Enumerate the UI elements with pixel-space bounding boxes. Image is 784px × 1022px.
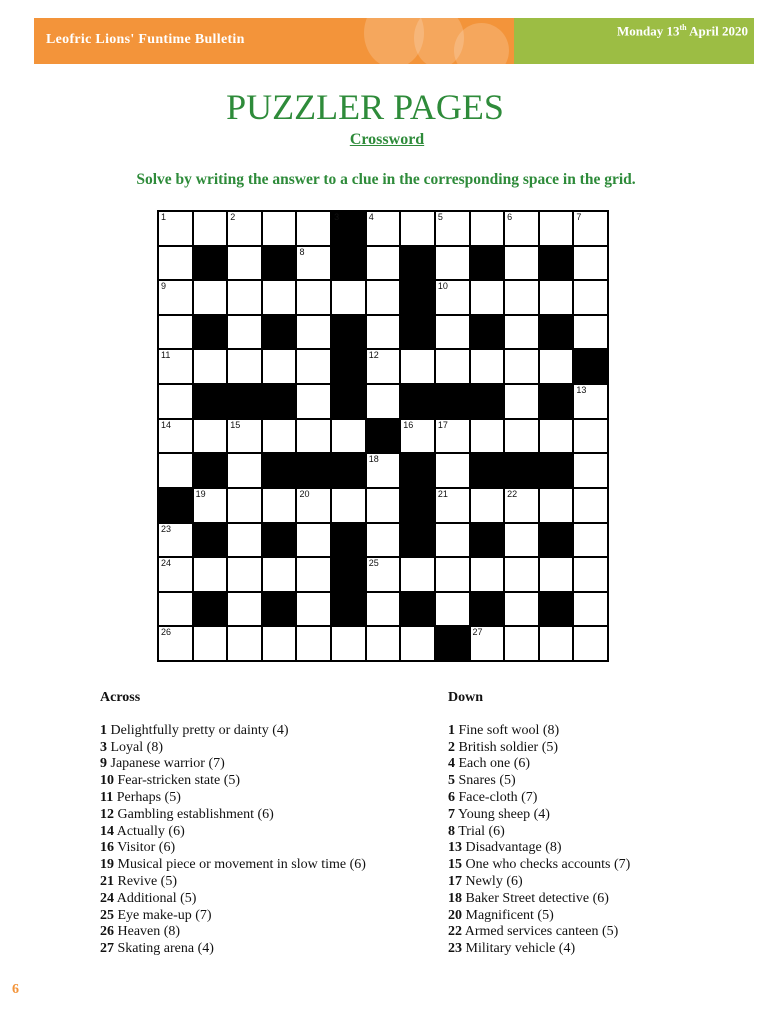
clue-number: 14 (161, 419, 172, 430)
grid-cell-blocked (331, 557, 366, 592)
section-title: Crossword (349, 131, 425, 148)
clue-item-number: 17 (448, 873, 462, 889)
grid-cell[interactable] (470, 488, 505, 523)
grid-cell[interactable] (296, 488, 331, 523)
grid-cell-blocked (331, 592, 366, 627)
grid-cell[interactable] (366, 453, 401, 488)
clue-item (100, 790, 430, 807)
grid-cell-blocked (262, 246, 297, 281)
clue-item (100, 740, 430, 757)
bulletin-title: Leofric Lions' Funtime Bulletin (46, 32, 245, 47)
grid-cell[interactable] (158, 557, 193, 592)
grid-cell[interactable] (158, 315, 193, 350)
clue-item-number: 15 (448, 857, 462, 873)
clue-number: 26 (161, 627, 172, 638)
clue-number: 9 (161, 281, 167, 292)
across-clues (100, 690, 430, 958)
grid-cell[interactable] (470, 349, 505, 384)
grid-cell-blocked (539, 315, 574, 350)
grid-cell[interactable] (193, 419, 228, 454)
clue-item-text: Military vehicle (4) (462, 941, 576, 957)
clue-number: 22 (507, 488, 518, 499)
grid-cell[interactable] (193, 626, 228, 661)
grid-cell[interactable] (573, 419, 608, 454)
clue-item-number: 11 (100, 789, 114, 805)
grid-cell-blocked (400, 453, 435, 488)
clue-item-text: Fear-stricken state (5) (114, 773, 241, 789)
clue-number: 5 (437, 212, 443, 222)
clue-number: 25 (368, 558, 379, 569)
grid-cell-blocked (400, 523, 435, 558)
grid-cell[interactable] (504, 523, 539, 558)
grid-cell[interactable] (296, 626, 331, 661)
grid-cell-blocked (193, 384, 228, 419)
bulletin-date: Monday 13th April 2020 (616, 23, 748, 39)
grid-cell[interactable] (504, 246, 539, 281)
clue-item-text: Gambling establishment (6) (114, 806, 274, 822)
grid-cell[interactable] (366, 349, 401, 384)
grid-cell[interactable] (296, 523, 331, 558)
clue-item-number: 26 (100, 924, 114, 940)
clue-item-text: Skating arena (4) (114, 941, 214, 957)
clue-number: 16 (403, 419, 414, 430)
across-heading: Across (100, 690, 141, 705)
clue-item (100, 824, 430, 841)
clue-number: 15 (230, 419, 241, 430)
clue-item-number: 6 (448, 789, 455, 805)
clue-number: 24 (161, 558, 172, 569)
grid-cell[interactable] (573, 488, 608, 523)
grid-cell[interactable] (470, 211, 505, 246)
clue-number: 21 (437, 488, 448, 499)
grid-cell[interactable] (158, 211, 193, 246)
grid-cell-blocked (400, 246, 435, 281)
grid-cell[interactable] (504, 280, 539, 315)
grid-cell[interactable] (296, 384, 331, 419)
grid-cell-blocked (262, 384, 297, 419)
banner-date (514, 18, 754, 64)
clue-item-number: 10 (100, 773, 114, 789)
clue-item-text: Delightfully pretty or dainty (4) (107, 722, 289, 738)
grid-cell-blocked (470, 523, 505, 558)
grid-cell[interactable] (366, 280, 401, 315)
grid-cell[interactable] (400, 349, 435, 384)
grid-cell[interactable] (435, 211, 470, 246)
grid-cell-blocked (227, 384, 262, 419)
grid-cell[interactable] (262, 280, 297, 315)
grid-cell[interactable] (366, 211, 401, 246)
clue-item-number: 24 (100, 890, 114, 906)
grid-cell[interactable] (504, 557, 539, 592)
grid-cell[interactable] (227, 523, 262, 558)
grid-cell-blocked (539, 453, 574, 488)
grid-cell-blocked (573, 349, 608, 384)
grid-cell[interactable] (193, 488, 228, 523)
grid-cell[interactable] (262, 626, 297, 661)
clue-item-text: British soldier (5) (455, 739, 559, 755)
clue-item-text: Additional (5) (114, 890, 197, 906)
clue-item (448, 941, 748, 958)
clue-item-text: Magnificent (5) (462, 907, 554, 923)
clue-item-number: 7 (448, 806, 455, 822)
grid-cell[interactable] (366, 626, 401, 661)
page-title: PUZZLER PAGES (226, 87, 504, 127)
clue-number: 12 (368, 350, 379, 361)
grid-cell[interactable] (539, 211, 574, 246)
clue-item (448, 840, 748, 857)
grid-cell[interactable] (158, 280, 193, 315)
grid-cell-blocked (193, 453, 228, 488)
clue-item (100, 773, 430, 790)
clue-item-number: 9 (100, 756, 107, 772)
clue-number: 3 (334, 212, 340, 222)
clue-item-text: Musical piece or movement in slow time (6) (114, 857, 366, 873)
grid-cell-blocked (262, 523, 297, 558)
clue-number: 2 (230, 212, 236, 222)
down-heading: Down (448, 690, 484, 705)
grid-cell[interactable] (296, 349, 331, 384)
clue-number: 17 (437, 419, 448, 430)
grid-cell[interactable] (193, 211, 228, 246)
grid-cell[interactable] (331, 626, 366, 661)
clue-item-number: 16 (100, 840, 114, 856)
clue-item (100, 840, 430, 857)
grid-cell[interactable] (400, 211, 435, 246)
clue-item (448, 857, 748, 874)
grid-cell[interactable] (227, 557, 262, 592)
clue-item-number: 2 (448, 739, 455, 755)
clue-item-number: 4 (448, 756, 455, 772)
grid-cell[interactable] (573, 453, 608, 488)
grid-cell[interactable] (262, 557, 297, 592)
page-number: 6 (12, 982, 19, 997)
clue-number: 6 (507, 212, 513, 222)
clue-item-text: Revive (5) (114, 873, 177, 889)
grid-cell[interactable] (158, 592, 193, 627)
clue-number: 4 (368, 212, 374, 222)
clue-item (100, 756, 430, 773)
grid-cell[interactable] (158, 384, 193, 419)
clue-item (448, 824, 748, 841)
grid-cell-blocked (470, 246, 505, 281)
clue-item-text: Trial (6) (455, 823, 505, 839)
grid-cell[interactable] (296, 592, 331, 627)
grid-cell[interactable] (504, 488, 539, 523)
clue-item (448, 908, 748, 925)
grid-cell[interactable] (262, 488, 297, 523)
grid-cell-blocked (539, 384, 574, 419)
clue-number: 18 (368, 454, 379, 465)
grid-cell[interactable] (504, 315, 539, 350)
grid-cell-blocked (262, 315, 297, 350)
grid-cell[interactable] (366, 488, 401, 523)
grid-cell[interactable] (435, 315, 470, 350)
clue-item-number: 23 (448, 941, 462, 957)
grid-cell[interactable] (193, 349, 228, 384)
grid-cell[interactable] (331, 280, 366, 315)
clue-number: 20 (299, 488, 310, 499)
grid-cell[interactable] (262, 419, 297, 454)
grid-cell[interactable] (504, 419, 539, 454)
grid-cell[interactable] (158, 246, 193, 281)
grid-cell-blocked (400, 384, 435, 419)
clue-item-number: 14 (100, 823, 114, 839)
grid-cell[interactable] (504, 384, 539, 419)
grid-cell[interactable] (158, 349, 193, 384)
grid-cell[interactable] (366, 315, 401, 350)
grid-cell[interactable] (400, 557, 435, 592)
clue-item-text: One who checks accounts (7) (462, 857, 631, 873)
grid-cell-blocked (331, 384, 366, 419)
grid-cell-blocked (539, 246, 574, 281)
clue-item (100, 723, 430, 740)
clue-item-text: Baker Street detective (6) (462, 890, 609, 906)
grid-cell-blocked (366, 419, 401, 454)
grid-cell[interactable] (331, 419, 366, 454)
clue-item-text: Face-cloth (7) (455, 789, 538, 805)
clue-item (100, 908, 430, 925)
grid-cell[interactable] (227, 349, 262, 384)
grid-cell[interactable] (504, 626, 539, 661)
clue-item-number: 20 (448, 907, 462, 923)
clue-item-number: 1 (100, 722, 107, 738)
grid-cell[interactable] (227, 315, 262, 350)
clue-item (100, 807, 430, 824)
grid-cell[interactable] (539, 419, 574, 454)
grid-cell[interactable] (158, 419, 193, 454)
clue-item-text: Newly (6) (462, 873, 523, 889)
grid-cell[interactable] (435, 280, 470, 315)
grid-cell-blocked (331, 315, 366, 350)
clue-item (448, 891, 748, 908)
clue-number: 23 (161, 523, 172, 534)
clue-item (100, 874, 430, 891)
grid-cell[interactable] (193, 557, 228, 592)
grid-cell[interactable] (573, 384, 608, 419)
grid-cell[interactable] (573, 626, 608, 661)
grid-cell[interactable] (573, 280, 608, 315)
grid-cell[interactable] (539, 626, 574, 661)
clue-item (448, 773, 748, 790)
clue-item-text: Japanese warrior (7) (107, 756, 225, 772)
grid-cell[interactable] (539, 349, 574, 384)
clue-item-number: 27 (100, 941, 114, 957)
clue-item (100, 891, 430, 908)
crossword-grid[interactable] (157, 210, 609, 662)
grid-cell[interactable] (435, 523, 470, 558)
grid-cell-blocked (400, 592, 435, 627)
clue-item-number: 18 (448, 890, 462, 906)
clue-item (448, 807, 748, 824)
clue-item-number: 8 (448, 823, 455, 839)
grid-cell[interactable] (539, 557, 574, 592)
clue-number: 13 (576, 385, 587, 396)
grid-cell[interactable] (262, 211, 297, 246)
clue-item-text: Loyal (8) (107, 739, 163, 755)
grid-cell[interactable] (470, 557, 505, 592)
grid-cell[interactable] (158, 523, 193, 558)
grid-cell[interactable] (296, 211, 331, 246)
clue-item (448, 756, 748, 773)
grid-cell[interactable] (573, 557, 608, 592)
clue-number: 27 (472, 627, 483, 638)
grid-cell[interactable] (573, 246, 608, 281)
grid-cell[interactable] (573, 592, 608, 627)
grid-cell[interactable] (296, 557, 331, 592)
clue-item-text: Perhaps (5) (113, 789, 181, 805)
grid-cell[interactable] (227, 246, 262, 281)
grid-cell-blocked (400, 280, 435, 315)
grid-cell[interactable] (539, 488, 574, 523)
grid-cell[interactable] (296, 246, 331, 281)
grid-cell[interactable] (227, 453, 262, 488)
across-clue-list (100, 723, 430, 958)
grid-cell[interactable] (470, 419, 505, 454)
clue-number: 10 (437, 281, 448, 292)
down-clue-list (448, 723, 748, 958)
grid-cell-blocked (470, 592, 505, 627)
clue-item (448, 740, 748, 757)
clue-item-text: Each one (6) (455, 756, 531, 772)
clue-item-number: 25 (100, 907, 114, 923)
clue-item-text: Fine soft wool (8) (455, 722, 560, 738)
clue-item-text: Armed services canteen (5) (462, 924, 619, 940)
banner-bulletin (34, 18, 514, 64)
grid-cell[interactable] (296, 419, 331, 454)
grid-cell[interactable] (227, 280, 262, 315)
grid-cell-blocked (331, 349, 366, 384)
grid-cell[interactable] (435, 419, 470, 454)
grid-cell[interactable] (366, 523, 401, 558)
grid-cell[interactable] (573, 523, 608, 558)
clue-item (448, 874, 748, 891)
grid-cell[interactable] (227, 488, 262, 523)
grid-cell-blocked (193, 592, 228, 627)
grid-cell[interactable] (573, 211, 608, 246)
grid-cell[interactable] (158, 626, 193, 661)
grid-cell[interactable] (227, 626, 262, 661)
grid-cell-blocked (400, 488, 435, 523)
clue-number: 7 (576, 212, 582, 222)
grid-cell[interactable] (262, 349, 297, 384)
clue-item-text: Disadvantage (8) (462, 840, 562, 856)
clue-item-number: 19 (100, 857, 114, 873)
grid-cell[interactable] (296, 280, 331, 315)
grid-cell-blocked (158, 488, 193, 523)
grid-cell[interactable] (227, 419, 262, 454)
clue-number: 1 (161, 212, 167, 222)
grid-cell[interactable] (504, 211, 539, 246)
grid-cell-blocked (470, 384, 505, 419)
grid-cell[interactable] (400, 419, 435, 454)
grid-cell-blocked (331, 211, 366, 246)
clue-number: 19 (195, 488, 206, 499)
grid-cell-blocked (539, 523, 574, 558)
grid-cell[interactable] (435, 349, 470, 384)
grid-cell-blocked (400, 315, 435, 350)
grid-cell[interactable] (158, 453, 193, 488)
clue-item-number: 21 (100, 873, 114, 889)
clue-item-number: 22 (448, 924, 462, 940)
grid-cell[interactable] (366, 592, 401, 627)
clue-item-text: Visitor (6) (114, 840, 176, 856)
grid-cell-blocked (504, 453, 539, 488)
grid-cell[interactable] (331, 488, 366, 523)
grid-cell-blocked (262, 592, 297, 627)
grid-cell-blocked (539, 592, 574, 627)
grid-cell[interactable] (193, 280, 228, 315)
grid-cell[interactable] (504, 349, 539, 384)
grid-cell-blocked (296, 453, 331, 488)
clue-item (100, 941, 430, 958)
grid-cell[interactable] (435, 453, 470, 488)
clue-item (100, 924, 430, 941)
grid-cell[interactable] (539, 280, 574, 315)
grid-cell-blocked (435, 626, 470, 661)
grid-cell-blocked (331, 453, 366, 488)
down-clues (448, 690, 748, 958)
grid-cell[interactable] (400, 626, 435, 661)
grid-cell-blocked (470, 315, 505, 350)
grid-cell[interactable] (470, 280, 505, 315)
clue-item-text: Heaven (8) (114, 924, 181, 940)
grid-cell[interactable] (227, 211, 262, 246)
grid-cell-blocked (262, 453, 297, 488)
grid-cell[interactable] (435, 488, 470, 523)
grid-cell[interactable] (435, 557, 470, 592)
clue-item-number: 13 (448, 840, 462, 856)
clue-item (448, 924, 748, 941)
clue-item (448, 723, 748, 740)
clue-item-number: 1 (448, 722, 455, 738)
grid-cell[interactable] (504, 592, 539, 627)
grid-cell[interactable] (366, 557, 401, 592)
clue-item (448, 790, 748, 807)
clue-item-text: Snares (5) (455, 773, 516, 789)
grid-cell-blocked (470, 453, 505, 488)
clue-number: 8 (299, 246, 305, 257)
grid-cell-blocked (193, 315, 228, 350)
grid-cell[interactable] (470, 626, 505, 661)
header-banner (34, 18, 754, 64)
clue-number: 11 (161, 350, 171, 361)
grid-cell-blocked (193, 246, 228, 281)
grid-cell-blocked (193, 523, 228, 558)
grid-cell[interactable] (435, 592, 470, 627)
instructions: Solve by writing the answer to a clue in the corresponding space in the grid. (136, 171, 636, 188)
grid-cell-blocked (331, 523, 366, 558)
clue-item-text: Young sheep (4) (455, 806, 550, 822)
grid-cell[interactable] (366, 246, 401, 281)
clue-item-text: Actually (6) (114, 823, 185, 839)
grid-cell[interactable] (435, 246, 470, 281)
clue-item-number: 5 (448, 773, 455, 789)
grid-cell[interactable] (573, 315, 608, 350)
grid-cell[interactable] (366, 384, 401, 419)
clue-item-number: 3 (100, 739, 107, 755)
clue-item-text: Eye make-up (7) (114, 907, 212, 923)
grid-cell[interactable] (227, 592, 262, 627)
grid-cell-blocked (331, 246, 366, 281)
grid-cell-blocked (435, 384, 470, 419)
clue-item-number: 12 (100, 806, 114, 822)
clue-item (100, 857, 430, 874)
grid-cell[interactable] (296, 315, 331, 350)
